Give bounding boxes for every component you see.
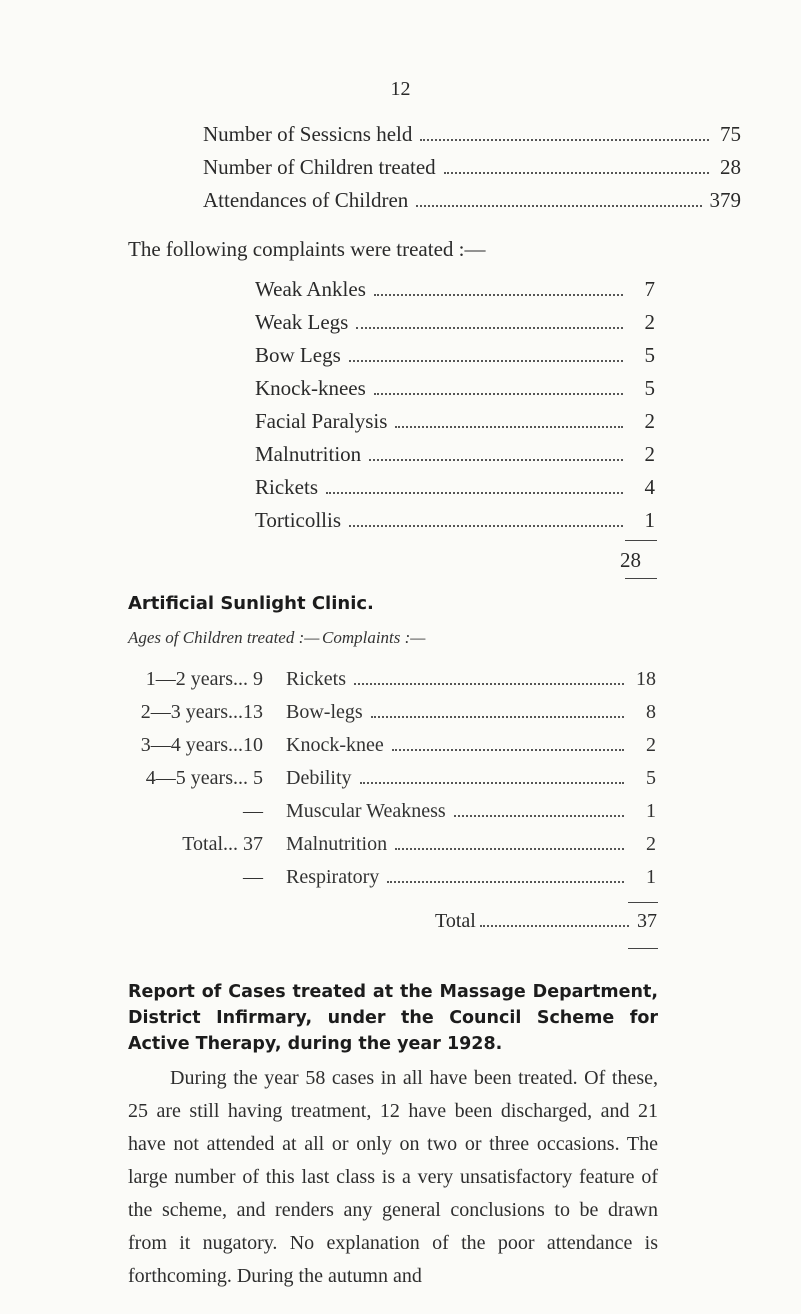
age-row: —: [243, 800, 263, 822]
summary-row: Number of Children treated 28: [203, 155, 741, 179]
age-row: —: [243, 866, 263, 888]
complaint-row: Weak Ankles 7: [255, 277, 655, 301]
report-heading: Report of Cases treated at the Massage Department, District Infirmary, under the Council Scheme for Active Therapy, during the year 1928.: [128, 982, 658, 1054]
sum-rule: [625, 540, 657, 541]
summary-row: Number of Sessicns held 75: [203, 122, 741, 146]
clinic-heading: Artificial Sunlight Clinic.: [128, 593, 374, 614]
ages-column: [128, 668, 263, 899]
complaint-row: Bow Legs 5: [255, 343, 655, 367]
clinic-complaints-heading: Complaints :—: [322, 628, 426, 647]
clinic-complaint-row: Rickets 18: [286, 668, 656, 690]
summary-row: Attendances of Children 379: [203, 188, 741, 212]
complaint-row: Facial Paralysis 2: [255, 409, 655, 433]
complaint-row: Knock-knees 5: [255, 376, 655, 400]
sum-rule: [625, 578, 657, 579]
complaint-row: Torticollis 1: [255, 508, 655, 532]
age-row: Total... 37: [182, 833, 263, 855]
clinic-total: 37: [637, 910, 657, 932]
complaint-row: Malnutrition 2: [255, 442, 655, 466]
complaint-row: Weak Legs 2: [255, 310, 655, 334]
sum-rule: [628, 902, 658, 903]
age-row: 3—4 years...10: [140, 734, 263, 756]
clinic-total-row: Total 37: [435, 910, 657, 932]
clinic-complaint-row: Knock-knee 2: [286, 734, 656, 756]
clinic-complaints-list: [286, 668, 656, 899]
clinic-complaint-row: Malnutrition 2: [286, 833, 656, 855]
age-row: 2—3 years...13: [140, 701, 263, 723]
complaint-row: Rickets 4: [255, 475, 655, 499]
clinic-complaint-row: Bow-legs 8: [286, 701, 656, 723]
complaints-intro: The following complaints were treated :—: [128, 237, 486, 261]
report-paragraph: During the year 58 cases in all have been treated. Of these, 25 are still having treatment, 12 have been discharged, and 21 have not attended at all or only on two or three occasions. The large number of this last class is a very unsatisfactory feature of the scheme, and renders any general conclusions to be drawn from it nugatory. No explanation of the poor attendance is forthcoming. During the autumn and: [128, 1067, 658, 1287]
session-summary: [203, 122, 741, 221]
age-row: 4—5 years... 5: [145, 767, 263, 789]
clinic-complaint-row: Muscular Weakness 1: [286, 800, 656, 822]
complaints-list: [255, 277, 655, 541]
ages-heading: Ages of Children treated :—: [128, 628, 320, 647]
complaints-total: 28: [620, 548, 641, 572]
clinic-complaint-row: Debility 5: [286, 767, 656, 789]
clinic-complaint-row: Respiratory 1: [286, 866, 656, 888]
sum-rule: [628, 948, 658, 949]
age-row: 1—2 years... 9: [145, 668, 263, 690]
page-number: 12: [390, 78, 411, 100]
